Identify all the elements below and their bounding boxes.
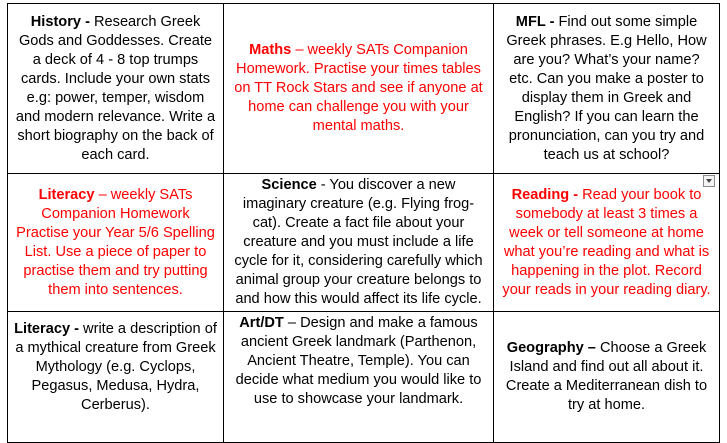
task-text: – weekly SATs Companion Homework. Practise your times tables on TT Rock Stars and see if anyone at home can challenge you with your mental maths. [234,42,483,134]
subject-heading: Literacy - [14,321,79,337]
subject-heading: Maths [249,42,292,58]
maths-cell [224,4,494,174]
task-text: - You discover a new imaginary creature (e.g. Flying frog-cat). Create a fact file about your creature and you must include a life cycle for it, considering carefully which animal group your creature belongs to and how this would affect its life cycle. [234,177,483,307]
task-text: – Design and make a famous ancient Greek landmark (Parthenon, Ancient Theatre, Temple). You can decide what medium you would like to use to showcase your landmark. [235,315,482,407]
task-text: Find out some simple Greek phrases. E.g Hello, How are you? What’s your name? etc. Can you make a poster to display them in Greek and English? If you can learn the pronunciation, can you try and teach us at school? [506,13,707,163]
subject-heading: Science [261,177,317,193]
grid-row [8,312,720,443]
subject-heading: Literacy [38,186,95,203]
mfl-cell [494,4,720,174]
geography-cell [494,312,720,443]
subject-heading: Geography – [506,340,596,356]
history-cell [8,4,224,174]
reading-cell [494,174,720,312]
chevron-down-icon[interactable] [703,175,715,187]
homework-grid [7,3,720,443]
subject-heading: Art/DT [239,315,284,331]
literacy-description-cell [8,312,224,443]
art-dt-cell [224,312,494,443]
literacy-spelling-cell [8,174,224,312]
task-text: – weekly SATs Companion Homework Practise your Year 5/6 Spelling List. Use a piece of paper to practise them and try putting them into sentences. [16,186,215,298]
grid-row [8,174,720,312]
subject-heading: MFL - [515,13,555,30]
task-text: Read your book to somebody at least 3 times a week or tell someone at home what you’re reading and what is happening in the plot. Record your reads in your reading diary. [502,186,711,298]
task-text: Choose a Greek Island and find out all about it. Create a Mediterranean dish to try at home. [505,340,708,413]
subject-heading: Reading - [511,186,579,203]
task-text: Research Greek Gods and Goddesses. Create a deck of 4 - 8 top trumps cards. Include your own stats e.g: power, temper, wisdom and modern relevance. Write a short biography on the back of each card. [15,13,216,163]
grid-row [8,4,720,174]
task-text: write a description of a mythical creature from Greek Mythology (e.g. Cyclops, Pegasus, Medusa, Hydra, Cerberus). [15,321,217,413]
science-cell [224,174,494,312]
subject-heading: History - [30,13,90,30]
